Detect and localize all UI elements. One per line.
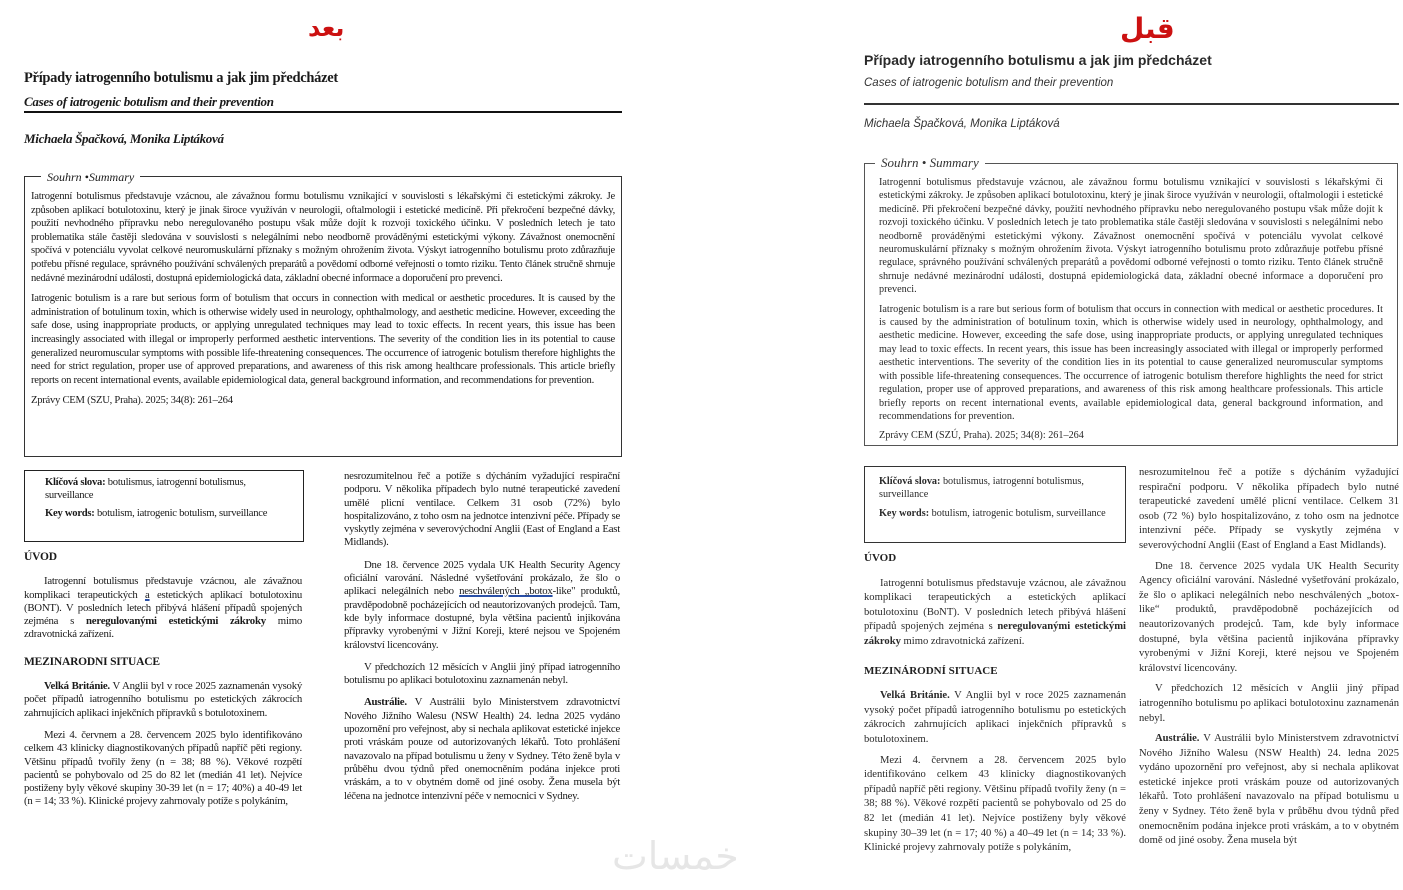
summary-box [24, 170, 622, 457]
title-divider [24, 111, 622, 113]
paragraph-uvod: Iatrogenní botulismus představuje vzácnou, ale závažnou komplikaci terapeutických a estetických aplikací botulotoxinu (BoNT). V posledních letech přibývá hlášení případů spojených zejména s neregulovanými estetickými zákroky mimo zdravotnická zařízení. [864, 577, 1126, 647]
keywords-english [879, 507, 1115, 520]
paragraph-uk-2: Mezi 4. červnem a 28. červencem 2025 bylo identifikováno celkem 43 klinicky diagnostikovaných případů napříč pěti regiony. Většinu případů tvořily ženy (n = 38; 88 %). Věkové rozpětí pacientů se pohybovalo od 25 do 82 let (medián 41 let). Nejvíce postiženy byly věkové skupiny 30-39 let (n = 17; 40%) a 40-49 let (n = 14; 33 %). Klinické projevy zahrnovaly potíže s polykáním, [24, 728, 302, 808]
summary-czech: Iatrogenní botulismus představuje vzácnou, ale závažnou formu botulismu vznikající v souvislosti s lékařskými či estetickými zákroky. Je způsoben aplikací botulotoxinu, který je jinak široce využíván v neurologii, oftalmologii i estetické medicíně. Při překročení bezpečné dávky, použití nevhodného přípravku nebo neregulovaného postupu však může dojít k rozvoji toxického účinku. V posledních letech je tato problematika stále častěji sledována v souvislosti s nelegálními nebo neodborně prováděnými estetickými výkony. Závažnost onemocnění spočívá v potenciálu vyvolat celkové neuromuskulární příznaky s možným ohrožením života. Výskyt iatrogenního botulismu proto zdůrazňuje potřebu přísné regulace, správného používání schválených preparátů a povědomí odborné veřejnosti o tomto riziku. Tento článek stručně shrnuje nedávné mezinárodní události, dostupná epidemiologická data, základní obecné informace a doporučení pro prevenci. [879, 177, 1383, 296]
article-title: Případy iatrogenního botulismu a jak jim předcházet [24, 70, 338, 86]
column-left [24, 549, 302, 818]
column-left [864, 550, 1126, 862]
summary-legend: Souhrn •Summary [41, 170, 140, 185]
after-label: بعد [308, 14, 345, 42]
paragraph-previous-months: V předchozích 12 měsících v Anglii jiný případ iatrogenního botulismu po aplikaci botulotoxinu zaznamenán nebyl. [1139, 683, 1399, 724]
summary-english: Iatrogenic botulism is a rare but serious form of botulism that occurs in connection with medical or aesthetic procedures. It is caused by the administration of botulinum toxin, which is otherwise widely used in neurology, ophthalmology, and aesthetic medicine. However, exceeding the safe dose, using inappropriate products, or applying unregulated techniques may lead to toxic effects. In recent years, this issue has been increasingly associated with illegal or improperly performed aesthetic interventions. The severity of the condition lies in its potential to cause generalized neuromuscular symptoms with possible life-threatening consequences. The occurrence of iatrogenic botulism therefore highlights the need for strict regulation, proper use of approved preparations, and awareness of this risk among healthcare professionals. This article briefly reports on recent international events, available epidemiological data, general background information, and recommendations for prevention. [31, 293, 615, 386]
paragraph-previous-months: V předchozích 12 měsících v Anglii jiný případ iatrogenního botulismu po aplikaci botulotoxinu zaznamenán nebyl. [344, 660, 620, 687]
section-heading-international: MEZINÁRODNÍ SITUACE [864, 664, 998, 677]
citation: Zprávy CEM (SZU, Praha). 2025; 34(8): 261–264 [31, 395, 233, 407]
keywords-english-values: botulism, iatrogenic botulism, surveillance [94, 507, 268, 519]
paragraph-continued: nesrozumitelnou řeč a potíže s dýcháním vyžadující respirační podporu. V několika případech bylo nutné terapeutické zavedení umělé plicní ventilace. Celkem 31 osob (72%) bylo hospitalizováno, z toho osm na jednotce intenzivní péče. Případy se vyskytly zejména v severovýchodní Anglii (East of England a East Midlands). [344, 470, 620, 549]
title-divider [864, 103, 1399, 105]
spellcheck-underline[interactable]: neschválených „botox [459, 585, 553, 598]
bold-phrase: neregulovanými estetickými zákroky [86, 615, 266, 628]
article-subtitle: Cases of iatrogenic botulism and their prevention [24, 94, 274, 109]
keywords-box [24, 470, 304, 542]
keywords-english-label: Key words: [45, 507, 95, 519]
paragraph-uk-2: Mezi 4. červnem a 28. červencem 2025 bylo identifikováno celkem 43 klinicky diagnostikovaných případů napříč pěti regiony. Většinu případů tvořily ženy (n = 38; 88 %). Věkové rozpětí pacientů se pohybovalo od 25 do 82 let (medián 41 let). Nejvíce postiženy byly věkové skupiny 30–39 let (n = 17; 40 %) a 40–49 let (n = 14; 33 %). Klinické projevy zahrnovaly potíže s polykáním, [864, 754, 1126, 854]
watermark-logo: خمسات [612, 834, 739, 878]
keywords-czech-label: Klíčová slova: [879, 476, 941, 487]
paragraph-continued: nesrozumitelnou řeč a potíže s dýcháním vyžadující respirační podporu. V několika případech bylo nutné terapeutické zavedení umělé plicní ventilace. Celkem 31 osob (72 %) bylo hospitalizováno, z toho osm na jednotce intenzivní péče. Případy se vyskytly zejména v severovýchodní Anglii (East of England a East Midlands). [1139, 467, 1399, 551]
article-authors: Michaela Špačková, Monika Liptáková [864, 118, 1060, 130]
keywords-czech-label: Klíčová slova: [45, 477, 106, 488]
paragraph-ukhsa: Dne 18. července 2025 vydala UK Health Security Agency oficiální varování. Následné vyšetřování prokázalo, že šlo o aplikaci nelegálních nebo neschválených „botox-like" produktů, pravděpodobně pocházejících od neautorizovaných prodejců. Tam, kde byly informace dostupné, byla většina pacientů injikována přípravky vyrobenými v Jižní Koreji, které nejsou ve Spojeném království licencovány. [344, 558, 621, 651]
article-subtitle: Cases of iatrogenic botulism and their prevention [864, 77, 1114, 89]
article-authors: Michaela Špačková, Monika Liptáková [24, 131, 224, 146]
paragraph-australia: Austrálie. V Austrálii bylo Ministerstvem zdravotnictví Nového Jižního Walesu (NSW Health) 24. ledna 2025 vydáno upozornění pro veřejnost, aby si nechala aplikovat estetické injekce proti vráskám pouze od autorizovaných lékařů. Toto prohlášení navazovalo na případ botulismu u ženy v Sydney. Této ženě byla v průběhu dvou týdnů před onemocněním podána injekce proti vráskám, a to v obytném domě od jiné osoby. Žena musela být [1139, 733, 1399, 847]
keywords-czech [45, 477, 293, 503]
summary-english: Iatrogenic botulism is a rare but serious form of botulism that occurs in connection with medical or aesthetic procedures. It is caused by the administration of botulinum toxin, which is otherwise widely used in neurology, ophthalmology, and aesthetic medicine. However, exceeding the safe dose, using inappropriate products, or applying unregulated techniques may lead to toxic effects. In recent years, this issue has been increasingly associated with illegal or improperly performed aesthetic interventions. The severity of the condition lies in its potential to cause generalized neuromuscular symptoms with possible life-threatening consequences. The occurrence of iatrogenic botulism therefore highlights the need for strict regulation, proper use of approved preparations, and awareness of this risk among healthcare professionals. This article briefly reports on recent international events, available epidemiological data, general background information, and recommendations for prevention. [879, 303, 1383, 422]
keywords-czech-values: botulismus, iatrogenní botulismus, surveillance [879, 476, 1084, 500]
summary-body [31, 190, 615, 415]
column-right [1139, 466, 1399, 855]
citation: Zprávy CEM (SZÚ, Praha). 2025; 34(8): 261–264 [879, 430, 1084, 442]
summary-body [879, 176, 1383, 449]
keywords-english-label: Key words: [879, 508, 930, 519]
paragraph-ukhsa: Dne 18. července 2025 vydala UK Health Security Agency oficiální varování. Následné vyšetřování prokázalo, že šlo o aplikaci nelegálních nebo neschválených „botox-like“ produktů, pravděpodobně pocházejících od neautorizovaných prodejců. Tam, kde byly informace dostupné, byla většina pacientů injikována přípravky vyrobenými v Jižní Koreji, které nejsou ve Spojeném království licencovány. [1139, 560, 1399, 674]
paragraph-australia: Austrálie. V Austrálii bylo Ministerstvem zdravotnictví Nového Jižního Walesu (NSW Health) 24. ledna 2025 vydáno upozornění pro veřejnost, aby si nechala aplikovat estetické injekce proti vráskám pouze od autorizovaných lékařů. Toto prohlášení navazovalo na případ botulismu u ženy v Sydney. Této ženě byla v průběhu dvou týdnů před onemocněním podána injekce proti vráskám, a to v obytném domě od jiné osoby. Žena musela být léčena na jednotce intenzivní péče v nemocnici v Sydney. [344, 696, 620, 802]
summary-legend: Souhrn • Summary [875, 155, 985, 171]
spellcheck-underline[interactable]: a [144, 588, 150, 601]
keywords-english [45, 508, 293, 521]
keywords-box [864, 466, 1126, 543]
section-heading-international: MEZINARODNI SITUACE [24, 655, 160, 668]
bold-phrase: neregulovanými estetickými zákroky [864, 621, 1126, 647]
keywords-czech [879, 475, 1115, 501]
summary-box [864, 155, 1398, 446]
column-right [344, 470, 620, 812]
section-heading-uvod: ÚVOD [24, 551, 57, 563]
summary-czech: Iatrogenní botulismus představuje vzácnou, ale závažnou formu botulismu vznikající v souvislosti s lékařskými či estetickými zákroky. Je způsoben aplikací botulotoxinu, který je jinak široce využíván v neurologii, oftalmologii i estetické medicíně. Při překročení bezpečné dávky, použití nevhodného přípravku nebo neregulovaného postupu však může dojít k rozvoji toxického účinku. V posledních letech je tato problematika stále častěji sledována v souvislosti s nelegálními nebo neodborně prováděnými estetickými výkony. Závažnost onemocnění spočívá v potenciálu vyvolat celkové neuromuskulární příznaky s možným ohrožením života. Výskyt iatrogenního botulismu proto zdůrazňuje potřebu přísné regulace, správného používání schválených preparátů a povědomí odborné veřejnosti o tomto riziku. Tento článek stručně shrnuje nedávné mezinárodní události, dostupná epidemiologická data, základní obecné informace a doporučení pro prevenci. [31, 191, 615, 284]
keywords-english-values: botulism, iatrogenic botulism, surveillance [929, 508, 1106, 519]
paragraph-uk-1: Velká Británie. V Anglii byl v roce 2025 zaznamenán vysoký počet případů iatrogenního botulismu po estetických zákrocích zahrnujících aplikaci injekčních přípravků s botulotoxinem. [864, 690, 1127, 745]
paragraph-uvod: Iatrogenní botulismus představuje vzácnou, ale závažnou komplikaci terapeutických a estetických aplikací botulotoxinu (BONT). V posledních letech přibývá hlášení případů spojených zejména s neregulovanými estetickými zákroky mimo zdravotnická zařízení. [24, 575, 302, 641]
keywords-czech-values: botulismus, iatrogenní botulismus, surveillance [45, 477, 246, 501]
paragraph-uk-1: Velká Británie. V Anglii byl v roce 2025 zaznamenán vysoký počet případů iatrogenního botulismu po estetických zákrocích zahrnujících aplikaci injekčních přípravků s botulotoxinem. [24, 680, 302, 719]
before-label: قبل [1120, 12, 1175, 45]
section-heading-uvod: ÚVOD [864, 552, 897, 564]
article-title: Případy iatrogenního botulismu a jak jim předcházet [864, 52, 1212, 68]
